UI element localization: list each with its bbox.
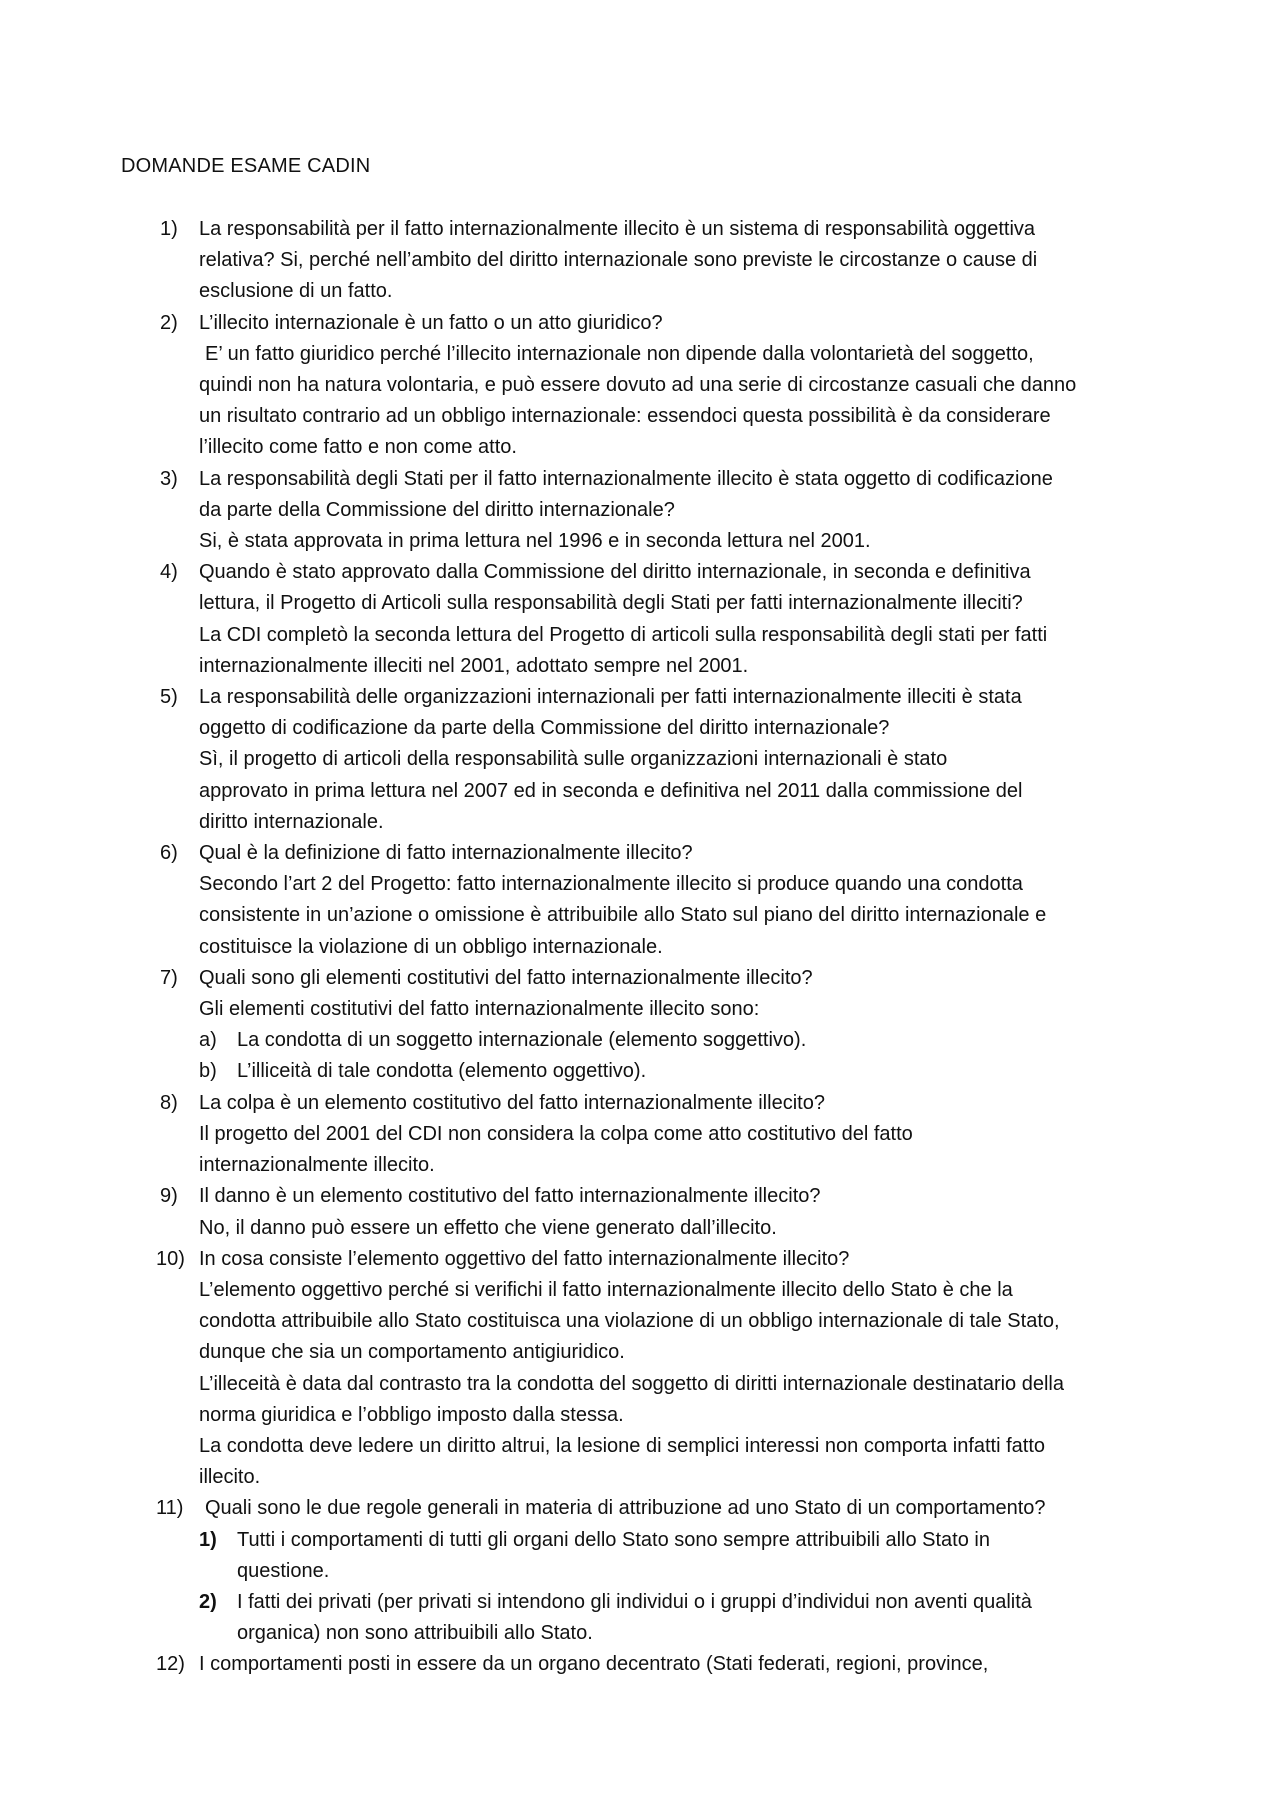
answer-text: relativa? Si, perché nell’ambito del diritto internazionale sono previste le circostanze o cause di (199, 249, 1038, 272)
sub-item-label: 2) (199, 1590, 217, 1613)
question-text: La colpa è un elemento costitutivo del fatto internazionalmente illecito? (199, 1091, 825, 1114)
sub-item-label: b) (199, 1060, 217, 1083)
question-number: 5) (160, 686, 178, 709)
question-2 (160, 308, 1170, 464)
question-11 (156, 1493, 1170, 1649)
question-text: lettura, il Progetto di Articoli sulla responsabilità degli Stati per fatti internazionalmente illeciti? (199, 592, 1023, 615)
sub-item-text: I fatti dei privati (per privati si intendono gli individui o i gruppi d’individui non aventi qualità (237, 1590, 1032, 1613)
question-9 (160, 1181, 1170, 1243)
question-1 (160, 214, 1170, 308)
answer-text: diritto internazionale. (199, 810, 384, 833)
answer-text: un risultato contrario ad un obbligo internazionale: essendoci questa possibilità è da considerare (199, 405, 1051, 428)
answer-text: quindi non ha natura volontaria, e può essere dovuto ad una serie di circostanze casuali che danno (199, 374, 1077, 397)
question-6 (160, 838, 1170, 963)
answer-text: consistente in un’azione o omissione è attribuibile allo Stato sul piano del diritto internazionale e (199, 904, 1047, 927)
question-number: 2) (160, 311, 178, 334)
sub-item-text: organica) non sono attribuibili allo Stato. (237, 1622, 593, 1645)
answer-text: esclusione di un fatto. (199, 280, 393, 303)
answer-text: norma giuridica e l’obbligo imposto dalla stessa. (199, 1403, 624, 1426)
question-text: La responsabilità degli Stati per il fatto internazionalmente illecito è stata oggetto di codificazione (199, 467, 1053, 490)
question-text: L’illecito internazionale è un fatto o un atto giuridico? (199, 311, 663, 334)
sub-item-text: L’illiceità di tale condotta (elemento oggettivo). (237, 1060, 647, 1083)
answer-text: Gli elementi costitutivi del fatto internazionalmente illecito sono: (199, 998, 760, 1021)
answer-text: Il progetto del 2001 del CDI non considera la colpa come atto costitutivo del fatto (199, 1122, 913, 1145)
sub-item-text: La condotta di un soggetto internazionale (elemento soggettivo). (237, 1029, 807, 1052)
question-8 (160, 1088, 1170, 1182)
questions-list (156, 214, 1170, 1681)
answer-text: E’ un fatto giuridico perché l’illecito internazionale non dipende dalla volontarietà del soggetto, (205, 342, 1034, 365)
question-text: Quali sono le due regole generali in materia di attribuzione ad uno Stato di un comportamento? (205, 1497, 1046, 1520)
question-number: 3) (160, 467, 178, 490)
answer-text: internazionalmente illecito. (199, 1154, 435, 1177)
sub-item (199, 1025, 1170, 1056)
question-12 (156, 1649, 1170, 1680)
sub-item-text: Tutti i comportamenti di tutti gli organi dello Stato sono sempre attribuibili allo Stato in (237, 1528, 990, 1551)
answer-text: L’illeceità è data dal contrasto tra la condotta del soggetto di diritti internazionale destinatario della (199, 1372, 1064, 1395)
question-text: Qual è la definizione di fatto internazionalmente illecito? (199, 842, 693, 865)
question-number: 1) (160, 218, 178, 240)
question-text: da parte della Commissione del diritto internazionale? (199, 498, 675, 521)
sub-item-label: 1) (199, 1528, 217, 1551)
answer-text: costituisce la violazione di un obbligo internazionale. (199, 935, 663, 958)
question-text: La responsabilità per il fatto internazionalmente illecito è un sistema di responsabilità oggettiva (199, 218, 1036, 240)
answer-text: Si, è stata approvata in prima lettura nel 1996 e in seconda lettura nel 2001. (199, 530, 871, 553)
question-number: 4) (160, 561, 178, 584)
question-text: oggetto di codificazione da parte della Commissione del diritto internazionale? (199, 717, 890, 740)
answer-text: L’elemento oggettivo perché si verifichi il fatto internazionalmente illecito dello Stato è che la (199, 1278, 1013, 1301)
question-number: 8) (160, 1091, 178, 1114)
question-number: 10) (156, 1247, 185, 1270)
sub-item-label: a) (199, 1029, 217, 1052)
question-number: 12) (156, 1653, 185, 1676)
answer-text: l’illecito come fatto e non come atto. (199, 436, 517, 459)
question-text: In cosa consiste l’elemento oggettivo del fatto internazionalmente illecito? (199, 1247, 850, 1270)
answer-text: illecito. (199, 1466, 261, 1489)
question-text: Quali sono gli elementi costitutivi del fatto internazionalmente illecito? (199, 966, 813, 989)
sub-item-text: questione. (237, 1559, 330, 1582)
question-7 (160, 963, 1170, 1088)
question-number: 9) (160, 1185, 178, 1208)
answer-text: dunque che sia un comportamento antigiuridico. (199, 1341, 625, 1364)
answer-text: internazionalmente illeciti nel 2001, adottato sempre nel 2001. (199, 654, 749, 677)
question-text: I comportamenti posti in essere da un organo decentrato (Stati federati, regioni, province, (199, 1653, 989, 1676)
question-number: 11) (156, 1497, 184, 1520)
answer-text: Secondo l’art 2 del Progetto: fatto internazionalmente illecito si produce quando una condotta (199, 873, 1023, 896)
answer-text: approvato in prima lettura nel 2007 ed in seconda e definitiva nel 2011 dalla commissione del (199, 779, 1023, 802)
question-4 (160, 557, 1170, 682)
question-text: La responsabilità delle organizzazioni internazionali per fatti internazionalmente illeciti è stata (199, 686, 1022, 709)
question-number: 6) (160, 842, 178, 865)
question-number: 7) (160, 966, 178, 989)
question-text: Il danno è un elemento costitutivo del fatto internazionalmente illecito? (199, 1185, 821, 1208)
question-3 (160, 464, 1170, 558)
sub-item (199, 1587, 1170, 1649)
answer-text: La CDI completò la seconda lettura del Progetto di articoli sulla responsabilità degli stati per fatti (199, 623, 1048, 646)
answer-text: Sì, il progetto di articoli della responsabilità sulle organizzazioni internazionali è stato (199, 748, 948, 771)
question-5 (160, 682, 1170, 838)
sub-item (199, 1525, 1170, 1587)
answer-text: No, il danno può essere un effetto che viene generato dall’illecito. (199, 1216, 777, 1239)
answer-text: condotta attribuibile allo Stato costituisca una violazione di un obbligo internazionale di tale Stato, (199, 1310, 1060, 1333)
answer-text: La condotta deve ledere un diritto altrui, la lesione di semplici interessi non comporta infatti fatto (199, 1434, 1046, 1457)
question-10 (156, 1244, 1170, 1494)
document-title: DOMANDE ESAME CADIN (121, 155, 371, 177)
question-text: Quando è stato approvato dalla Commissione del diritto internazionale, in seconda e definitiva (199, 561, 1031, 584)
sub-item (199, 1056, 1170, 1087)
